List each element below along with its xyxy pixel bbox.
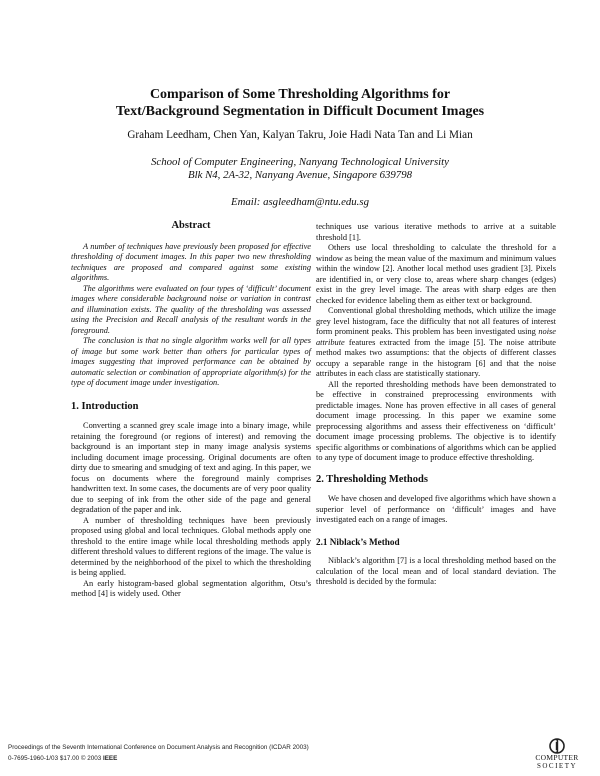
title-line-1: Comparison of Some Thresholding Algorithms for xyxy=(149,87,451,102)
body-paragraph: We have chosen and developed five algorithms which have shown a superior level of performance on ‘difficult’ images and have investigated each on a range of images. xyxy=(316,494,556,524)
computer-society-logo xyxy=(522,738,592,770)
author-list: Graham Leedham, Chen Yan, Kalyan Takru, Joie Hadi Nata Tan and Li Mian xyxy=(127,129,473,141)
right-column xyxy=(316,222,556,588)
footer-price: 0-7695-1960-1/03 $17.00 © 2003 xyxy=(8,754,102,762)
logo-text-society: SOCIETY xyxy=(536,762,578,770)
affiliation-line-2: Blk N4, 2A-32, Nanyang Avenue, Singapore 639798 xyxy=(187,169,412,181)
body-paragraph: techniques use various iterative methods to arrive at a suitable threshold [1]. xyxy=(316,222,556,242)
body-paragraph: All the reported thresholding methods have been demonstrated to be effective in constrained preprocessing environments with predictable images. None has proven effective in all cases of general document image processing. In this paper we examine some preprocessing algorithms and assess their effectiveness on ‘difficult’ document image processing problems. The objective is to identify specific algorithms or combinations of algorithms which can be applied to any type of document image to produce effective thresholding. xyxy=(316,379,556,462)
footer-conference: Proceedings of the Seventh International Conference on Document Analysis and Recognition (ICDAR 2003) xyxy=(8,744,309,751)
intro-heading: 1. Introduction xyxy=(71,400,139,412)
noise-text-a: Conventional global thresholding methods, which utilize the image grey level histogram, face the difficulty that not all features of interest form prominent peaks. This problem has been investigated using xyxy=(316,306,556,336)
noise-text-b: features extracted from the image [5]. The noise attribute method makes two assumptions: that the objects of different classes occupy a separable range in the histogram [6] and that the noise attributes in each class are statistically stationary. xyxy=(316,337,556,378)
body-paragraph: Niblack’s algorithm [7] is a local thresholding method based on the calculation of the local mean and of local standard deviation. The threshold is decided by the formula: xyxy=(316,556,556,586)
abstract-paragraph: A number of techniques have previously been proposed for effective thresholding of document images. In this paper two new thresholding techniques are proposed and compared against some existing algorithms. xyxy=(71,241,311,282)
footer-isbn xyxy=(8,754,309,765)
body-paragraph: Others use local thresholding to calculate the threshold for a window as being the mean value of the maximum and minimum values within the window [2]. Another local method uses gradient [3]. Pixels are identified in, or very close to, areas where sharp changes (edges) exist in the grey level image. The areas with sharp edges are then checked for evidence labeling them as either text or background. xyxy=(316,243,556,305)
author-email: Email: asgleedham@ntu.edu.sg xyxy=(231,196,369,208)
affiliation xyxy=(0,156,600,182)
ieee-label: IEEE xyxy=(102,754,118,762)
title-line-2: Text/Background Segmentation in Difficult Document Images xyxy=(115,104,485,119)
computer-society-emblem-icon xyxy=(547,738,567,754)
paper-title xyxy=(0,86,600,120)
abstract-body xyxy=(71,242,311,389)
abstract-heading: Abstract xyxy=(171,220,211,231)
abstract-paragraph: The conclusion is that no single algorithm works well for all types of image but some work better than others for particular types of images suggesting that improved performance can be obtained by automatic selection or combination of appropriate algorithm(s) for the type of document image under investigation. xyxy=(71,336,311,387)
intro-paragraph: Converting a scanned grey scale image into a binary image, while retaining the foreground (or regions of interest) and removing the background is an important step in many image analysis systems including document image processing. Original documents are often dirty due to smearing and smudging of text and aging. In this paper, we focus on documents where the foreground mainly comprises handwritten text. In some cases, the documents are of very poor quality due to seeping of ink from the other side of the page and general degradation of the paper and ink. xyxy=(71,421,311,514)
proceedings-footer xyxy=(8,743,309,764)
body-paragraph xyxy=(316,306,556,380)
noise-attribute-term: noise attribute xyxy=(316,327,556,347)
section-2-1-heading: 2.1 Niblack’s Method xyxy=(316,536,400,547)
intro-paragraph: A number of thresholding techniques have been previously proposed using global and local techniques. Global methods apply one threshold to the entire image while local thresholding methods apply different threshold values to different regions of the image. The value is determined by the neighborhood of the pixel to which the thresholding is being applied. xyxy=(71,515,311,577)
logo-text-computer: COMPUTER xyxy=(535,753,579,762)
section-2-heading: 2. Thresholding Methods xyxy=(316,473,428,485)
abstract-paragraph: The algorithms were evaluated on four types of ‘difficult’ document images where considerable background noise or variation in contrast and illumination exists. The quality of the thresholding was assessed using the Precision and Recall analysis of the resultant words in the foreground. xyxy=(71,283,311,335)
affiliation-line-1: School of Computer Engineering, Nanyang Technological University xyxy=(151,156,449,168)
intro-paragraph: An early histogram-based global segmentation algorithm, Otsu’s method [4] is widely used. Other xyxy=(71,578,311,598)
left-column xyxy=(71,219,311,600)
